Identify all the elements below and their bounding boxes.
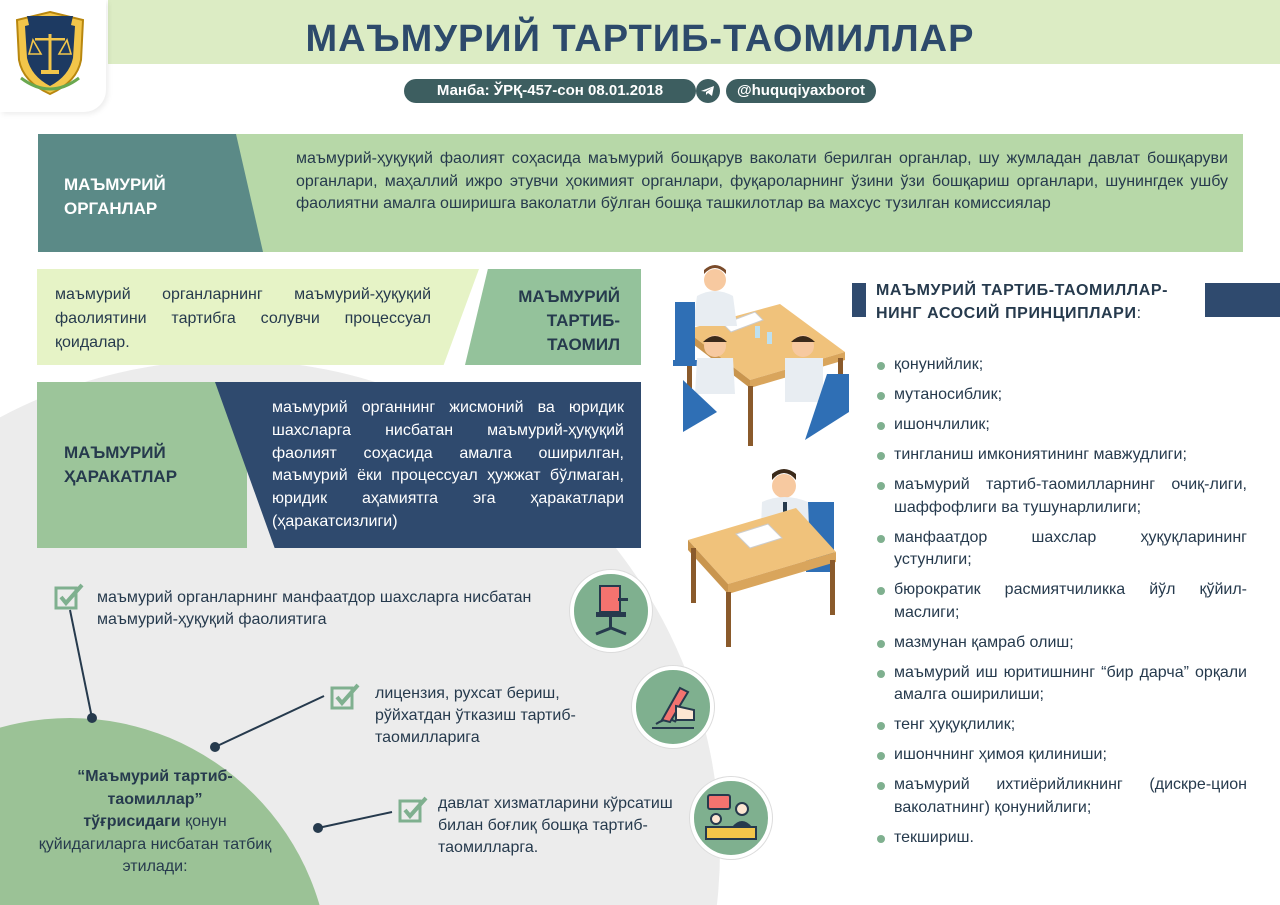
principles-heading-colon: : bbox=[1136, 305, 1142, 322]
principle-item: қонунийлик; bbox=[877, 354, 1247, 377]
procedure-label-line: ТАОМИЛ bbox=[547, 335, 620, 354]
connector-dot bbox=[210, 742, 220, 752]
scope-item: давлат хизматларини кўрсатиш билан боғлиқ бошқа тартиб-таомилларга. bbox=[438, 795, 673, 856]
procedure-label-line: ТАРТИБ- bbox=[546, 311, 620, 330]
law-scope-text: қонун қуйидагиларга нисбатан татбиқ этилади: bbox=[38, 813, 272, 875]
consultation-desk-icon bbox=[690, 777, 772, 859]
principle-item: бюрократик расмиятчиликка йўл қўйил-маслиги; bbox=[877, 579, 1247, 624]
principle-item: ишончнинг ҳимоя қилиниши; bbox=[877, 744, 1247, 767]
procedure-label-line: МАЪМУРИЙ bbox=[518, 287, 620, 306]
page-title: МАЪМУРИЙ ТАРТИБ-ТАОМИЛЛАР bbox=[305, 18, 975, 60]
checkbox-tick-icon bbox=[330, 682, 360, 712]
principle-item: маъмурий ихтиёрийликнинг (дискре-цион ваколатнинг) қонунийлиги; bbox=[877, 774, 1247, 819]
principles-accent-left bbox=[852, 283, 866, 317]
officials-meeting-at-table-illustration bbox=[655, 262, 850, 452]
channel-badge[interactable]: @huquqiyaxborot bbox=[726, 79, 876, 103]
procedure-definition: маъмурий органларнинг маъмурий-ҳуқуқий фаолиятини тартибга солувчи процессуал қоидалар. bbox=[55, 286, 431, 351]
admin-bodies-label-line: МАЪМУРИЙ bbox=[64, 175, 166, 194]
admin-bodies-label bbox=[64, 173, 166, 221]
principle-item: ишончлилик; bbox=[877, 414, 1247, 437]
telegram-icon[interactable] bbox=[696, 79, 720, 103]
principle-item: текшириш. bbox=[877, 827, 1247, 850]
principles-heading bbox=[876, 279, 1194, 325]
principle-item: тингланиш имкониятининг мавжудлиги; bbox=[877, 444, 1247, 467]
principle-item: мутаносиблик; bbox=[877, 384, 1247, 407]
actions-definition: маъмурий органнинг жисмоний ва юридик шахсларга нисбатан маъмурий-ҳуқуқий фаолият соҳасида амалга оширилган, маъмурий ёки процессуал ҳужжат бўлмаган, юридик аҳамиятга эга ҳаракатлари (ҳаракатсизлиги) bbox=[272, 399, 624, 530]
logo-card bbox=[0, 0, 106, 112]
checkbox-tick-icon bbox=[54, 582, 84, 612]
principles-list bbox=[877, 354, 1247, 857]
connector-dot bbox=[87, 713, 97, 723]
scope-item: лицензия, рухсат бериш, рўйхатдан ўтказиш тартиб-таомилларига bbox=[375, 685, 576, 746]
law-title-tail: тўғрисидаги bbox=[83, 813, 181, 830]
procedure-label bbox=[478, 285, 620, 357]
actions-label bbox=[64, 441, 177, 489]
principle-item: маъмурий тартиб-таомилларнинг очиқ-лиги, шаффофлиги ва тушунарлилиги; bbox=[877, 474, 1247, 519]
principle-item: тенг ҳуқуқлилик; bbox=[877, 714, 1247, 737]
connector-dot bbox=[313, 823, 323, 833]
official-writing-at-desk-illustration bbox=[686, 462, 846, 652]
checkbox-tick-icon bbox=[398, 795, 428, 825]
actions-label-line: ҲАРАКАТЛАР bbox=[64, 467, 178, 486]
scales-of-justice-emblem-icon bbox=[11, 8, 89, 98]
admin-bodies-definition: маъмурий-ҳуқуқий фаолият соҳасида маъмурий бошқарув ваколати берилган органлар, шу жумладан давлат бошқаруви органлари, маҳаллий ижро этувчи ҳокимият органлари, фуқароларнинг ўзини ўзи бошқариш органлари, шунингдек ушбу фаолиятни амалга оширишга ваколатли бўлган бошқа ташкилотлар ва махсус тузилган комиссиялар bbox=[296, 150, 1228, 212]
principle-item: мазмунан қамраб олиш; bbox=[877, 632, 1247, 655]
law-scope-statement bbox=[30, 766, 280, 879]
admin-bodies-label-line: ОРГАНЛАР bbox=[64, 199, 158, 218]
principles-heading-text: НИНГ АСОСИЙ ПРИНЦИПЛАРИ bbox=[876, 305, 1137, 322]
signing-pen-icon bbox=[632, 666, 714, 748]
principles-heading-line: МАЪМУРИЙ ТАРТИБ-ТАОМИЛЛАР- bbox=[876, 282, 1169, 299]
actions-label-line: МАЪМУРИЙ bbox=[64, 443, 166, 462]
principles-heading-line bbox=[876, 302, 1194, 325]
office-chair-icon bbox=[570, 570, 652, 652]
principle-item: маъмурий иш юритишнинг “бир дарча” орқали амалга оширилиши; bbox=[877, 662, 1247, 707]
scope-item: маъмурий органларнинг манфаатдор шахсларга нисбатан маъмурий-ҳуқуқий фаолиятига bbox=[97, 589, 532, 628]
law-title: “Маъмурий тартиб-таомиллар” bbox=[77, 768, 233, 808]
source-badge: Манба: ЎРҚ-457-сон 08.01.2018 bbox=[404, 79, 696, 103]
principle-item: манфаатдор шахслар ҳуқуқларининг устунлиги; bbox=[877, 527, 1247, 572]
principles-accent-right bbox=[1205, 283, 1280, 317]
